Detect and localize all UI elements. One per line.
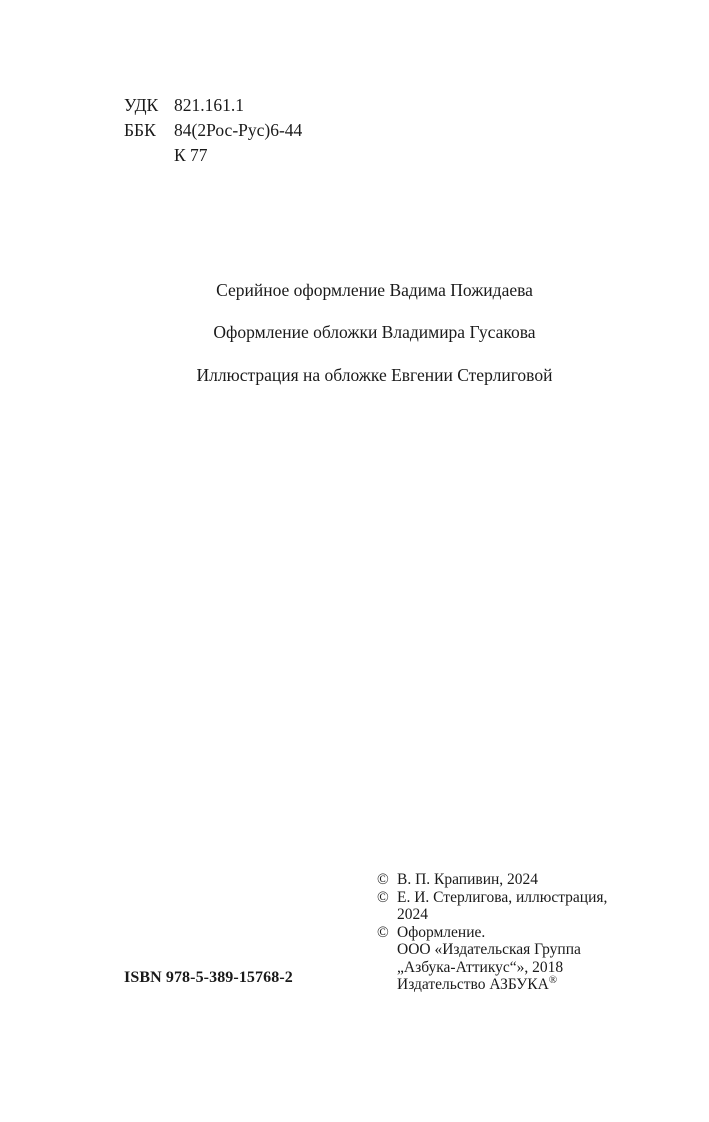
author-sign-row [124, 143, 302, 168]
copyright-illustrator: Е. И. Стерлигова, иллюстрация, [397, 888, 608, 906]
udk-label: УДК [124, 95, 159, 115]
publisher-imprint: Издательство АЗБУКА [397, 976, 549, 993]
copyright-entry [377, 871, 607, 889]
copyright-entry [377, 889, 607, 907]
copyright-symbol: © [377, 923, 389, 941]
registered-mark: ® [548, 973, 558, 986]
publisher-group: ООО «Издательская Группа [397, 941, 581, 958]
copyright-entry [377, 924, 607, 942]
cover-design-credit: Оформление обложки Владимира Гусакова [213, 322, 536, 342]
copyright-symbol: © [377, 888, 389, 906]
bbk-row [124, 118, 302, 143]
series-design-credit: Серийное оформление Вадима Пожидаева [216, 280, 533, 300]
udk-row [124, 93, 302, 118]
classification-block [124, 93, 302, 168]
bbk-value: 84(2Рос-Рус)6-44 [174, 120, 303, 140]
author-sign: К 77 [174, 145, 208, 165]
isbn: ISBN 978-5-389-15768-2 [124, 969, 293, 986]
copyright-author: В. П. Крапивин, 2024 [397, 871, 539, 888]
cover-illustration-credit: Иллюстрация на обложке Евгении Стерлиговой [196, 365, 553, 385]
publisher-group-year: „Азбука-Аттикус“», 2018 [397, 958, 564, 976]
copyright-design: Оформление. [397, 923, 486, 941]
copyright-block [377, 871, 607, 994]
bbk-label: ББК [124, 120, 156, 140]
copyright-illustrator-year: 2024 [397, 906, 428, 923]
copyright-symbol: © [377, 871, 389, 888]
udk-value: 821.161.1 [174, 95, 244, 115]
publisher-imprint-line [377, 973, 607, 994]
